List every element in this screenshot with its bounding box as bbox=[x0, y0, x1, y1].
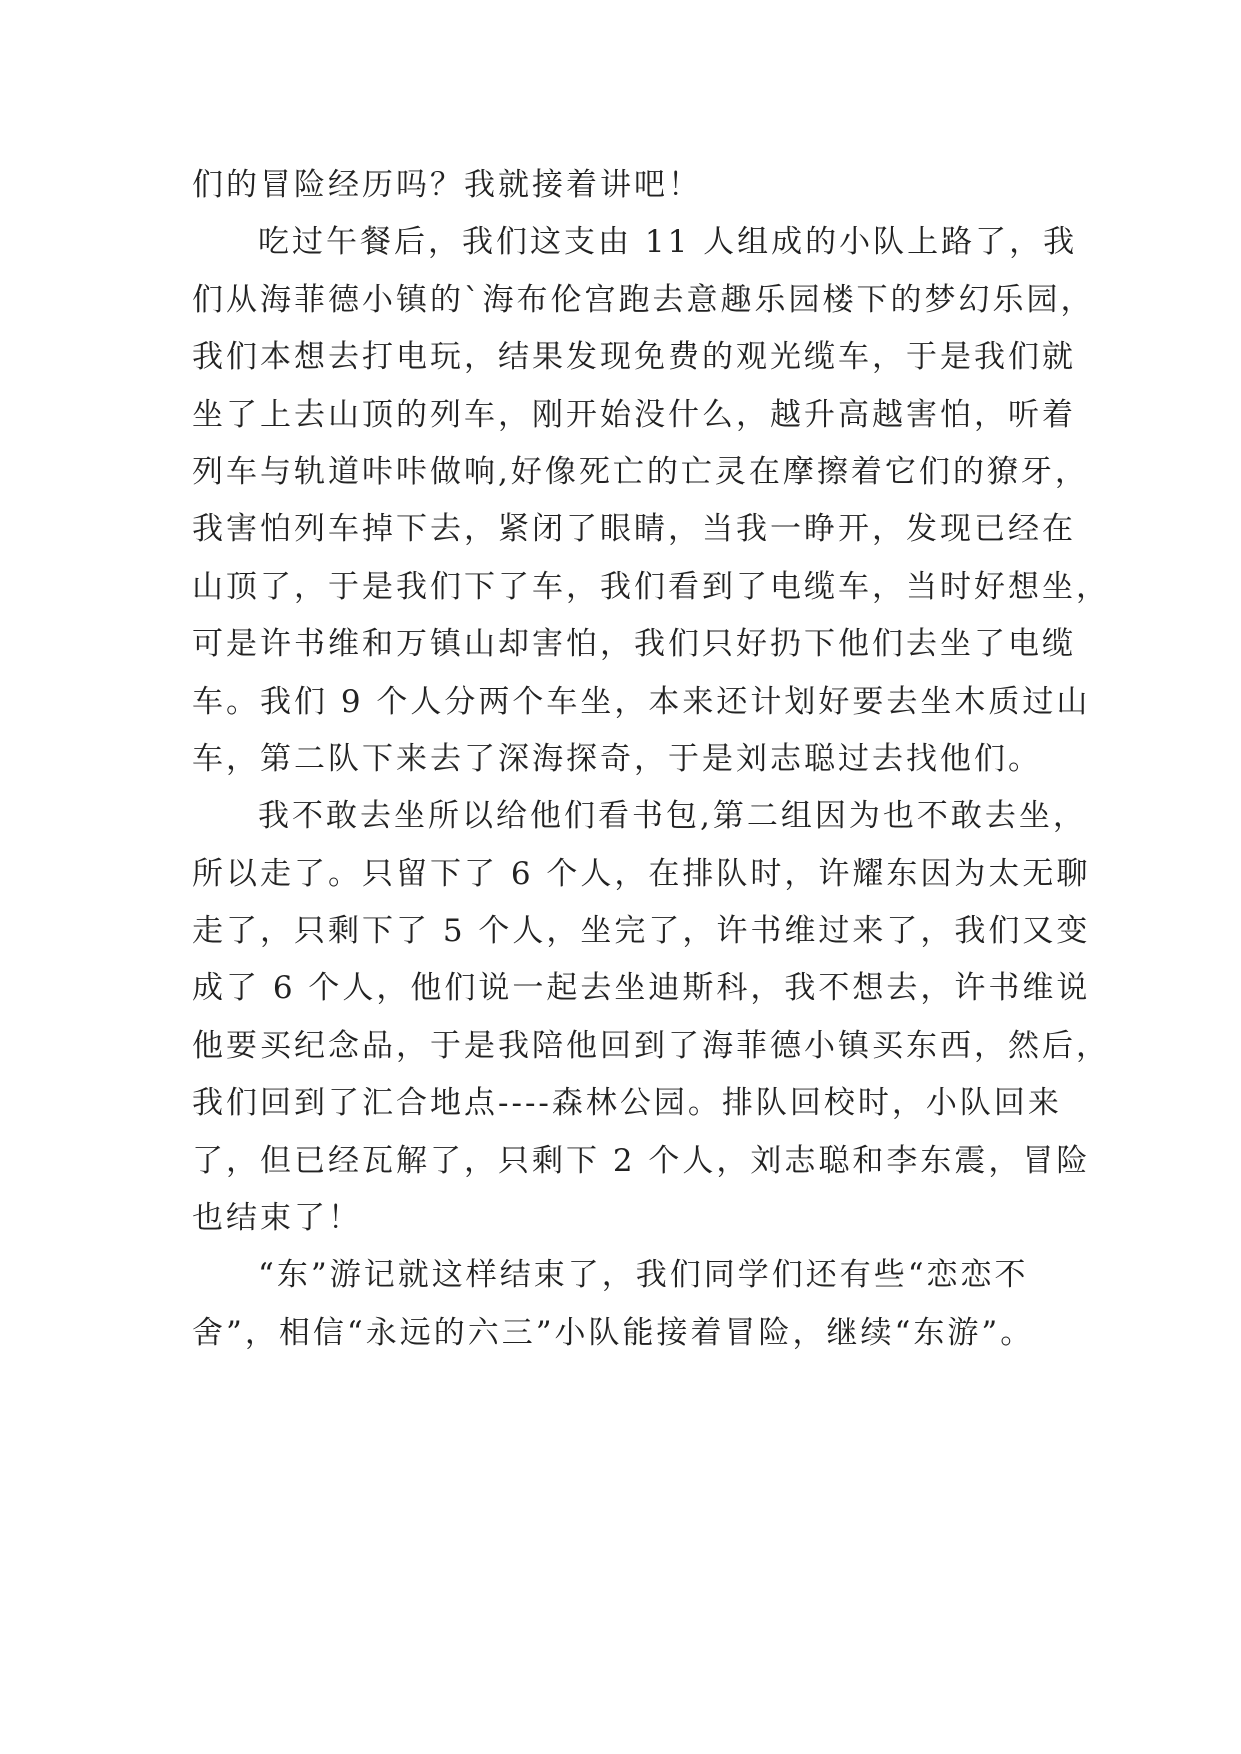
text-line-20: “东”游记就这样结束了，我们同学们还有些“恋恋不 bbox=[258, 1257, 1029, 1294]
text-line-17: 我们回到了汇合地点----森林公园。排队回校时，小队回来 bbox=[192, 1085, 1062, 1122]
text-line-4: 我们本想去打电玩，结果发现免费的观光缆车，于是我们就 bbox=[192, 339, 1076, 376]
text-line-16: 他要买纪念品，于是我陪他回到了海菲德小镇买东西，然后， bbox=[192, 1027, 1110, 1064]
text-line-1: 们的冒险经历吗？我就接着讲吧！ bbox=[192, 167, 702, 203]
text-line-14: 走了，只剩下了 5 个人，坐完了，许书维过来了，我们又变 bbox=[192, 913, 1091, 950]
text-line-2: 吃过午餐后，我们这支由 11 人组成的小队上路了，我 bbox=[258, 224, 1078, 261]
text-line-19: 也结束了！ bbox=[192, 1200, 362, 1237]
text-line-10: 车。我们 9 个人分两个车坐，本来还计划好要去坐木质过山 bbox=[192, 683, 1091, 720]
text-line-15: 成了 6 个人，他们说一起去坐迪斯科，我不想去，许书维说 bbox=[192, 970, 1091, 1007]
text-line-3: 们从海菲德小镇的`海布伦宫跑去意趣乐园楼下的梦幻乐园， bbox=[192, 281, 1095, 318]
text-line-9: 可是许书维和万镇山却害怕，我们只好扔下他们去坐了电缆 bbox=[192, 626, 1076, 663]
text-line-5: 坐了上去山顶的列车，刚开始没什么，越升高越害怕，听着 bbox=[192, 396, 1076, 433]
text-line-8: 山顶了，于是我们下了车，我们看到了电缆车，当时好想坐， bbox=[192, 568, 1110, 605]
text-line-7: 我害怕列车掉下去，紧闭了眼睛，当我一睁开，发现已经在 bbox=[192, 511, 1076, 548]
text-line-11: 车，第二队下来去了深海探奇，于是刘志聪过去找他们。 bbox=[192, 740, 1042, 777]
text-line-21: 舍”，相信“永远的六三”小队能接着冒险，继续“东游”。 bbox=[192, 1314, 1035, 1351]
text-line-6: 列车与轨道咔咔做响,好像死亡的亡灵在摩擦着它们的獠牙， bbox=[192, 453, 1089, 490]
essay-body bbox=[192, 157, 1110, 1362]
text-line-18: 了，但已经瓦解了，只剩下 2 个人，刘志聪和李东震，冒险 bbox=[192, 1142, 1091, 1179]
text-line-12: 我不敢去坐所以给他们看书包,第二组因为也不敢去坐， bbox=[258, 798, 1087, 835]
text-line-13: 所以走了。只留下了 6 个人，在排队时，许耀东因为太无聊 bbox=[192, 855, 1091, 892]
